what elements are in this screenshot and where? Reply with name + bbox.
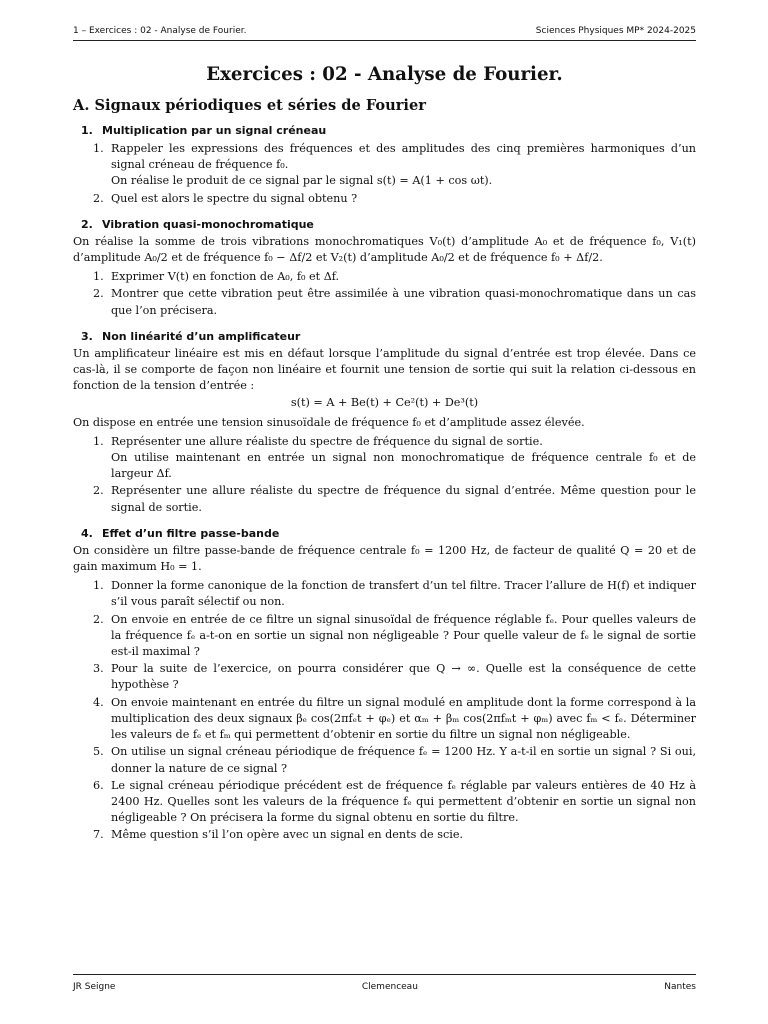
exercise-3	[73, 329, 696, 516]
exercise-3-title: Non linéarité d’un amplificateur	[102, 329, 301, 343]
header-left: 1 – Exercices : 02 - Analyse de Fourier.	[73, 26, 247, 36]
list-item: 2. Représenter une allure réaliste du spectre de fréquence du signal d’entrée. Même question pour le signal de sortie.	[93, 484, 696, 514]
list-item: 4. On envoie maintenant en entrée du filtre un signal modulé en amplitude dont la forme correspond à la multiplication des deux signaux βₑ cos(2πfₑt + φₑ) et αₘ + βₘ cos(2πfₘt + φₘ) avec fₘ < fₑ. Déterminer les valeurs de fₑ et fₘ qui permettent d’obtenir en sortie du filtre un signal non négligeable.	[93, 695, 696, 742]
page-header	[73, 26, 696, 36]
exercise-2-title: Vibration quasi-monochromatique	[102, 217, 314, 231]
page-title: Exercices : 02 - Analyse de Fourier.	[206, 64, 563, 85]
exercise-1-q1: Rappeler les expressions des fréquences et des amplitudes des cinq premières harmoniques d’un signal créneau de fréquence f₀.	[111, 142, 696, 172]
exercise-4-q5: On utilise un signal créneau périodique de fréquence fₑ = 1200 Hz. Y a-t-il en sortie un signal ? Si oui, donner la nature de ce signal ?	[111, 745, 696, 775]
exercise-1-heading	[81, 123, 696, 138]
exercise-4-q1: Donner la forme canonique de la fonction de transfert d’un tel filtre. Tracer l’allure de H(f) et indiquer s’il vous paraît sélectif ou non.	[111, 579, 696, 609]
header-rule	[73, 40, 696, 41]
exercise-2-intro: On réalise la somme de trois vibrations monochromatiques V₀(t) d’amplitude A₀ et de fréquence f₀, V₁(t) d’amplitude A₀/2 et de fréquence f₀ − Δf/2 et V₂(t) d’amplitude A₀/2 et de fréquence f₀ + Δf/2.	[73, 234, 696, 265]
exercise-4-questions	[73, 578, 696, 843]
exercise-2-q1: Exprimer V(t) en fonction de A₀, f₀ et Δf.	[111, 270, 340, 284]
list-item: 5. On utilise un signal créneau périodique de fréquence fₑ = 1200 Hz. Y a-t-il en sortie un signal ? Si oui, donner la nature de ce signal ?	[93, 745, 696, 775]
exercise-4-heading	[81, 526, 696, 541]
exercise-1-questions	[73, 141, 696, 207]
exercise-3-q2: Représenter une allure réaliste du spectre de fréquence du signal d’entrée. Même question pour le signal de sortie.	[111, 484, 696, 514]
exercise-1-title: Multiplication par un signal créneau	[102, 124, 327, 137]
exercise-1-q1b: On réalise le produit de ce signal par le signal s(t) = A(1 + cos ωt).	[111, 174, 493, 188]
exercise-3-q1b: On utilise maintenant en entrée un signal non monochromatique de fréquence centrale f₀ et de largeur Δf.	[111, 451, 696, 481]
list-item: 1. Exprimer V(t) en fonction de A₀, f₀ et Δf.	[93, 270, 340, 284]
list-item: 2. On envoie en entrée de ce filtre un signal sinusoïdal de fréquence réglable fₑ. Pour quelles valeurs de la fréquence fₑ a-t-on en sortie un signal non négligeable ? Pour quelle valeur de fₑ le signal de sortie est-il maximal ?	[93, 612, 696, 659]
section-a-title: A. Signaux périodiques et séries de Fourier	[73, 97, 426, 114]
exercise-2-heading	[81, 217, 696, 232]
list-item: 3. Pour la suite de l’exercice, on pourra considérer que Q → ∞. Quelle est la conséquence de cette hypothèse ?	[93, 662, 696, 692]
exercise-1-number: 1.	[81, 124, 93, 137]
list-item: 1. Donner la forme canonique de la fonction de transfert d’un tel filtre. Tracer l’allure de H(f) et indiquer s’il vous paraît sélectif ou non.	[93, 579, 696, 609]
header-right: Sciences Physiques MP* 2024-2025	[535, 26, 696, 36]
exercise-4-q6: Le signal créneau périodique précédent est de fréquence fₑ réglable par valeurs entières de 40 Hz à 2400 Hz. Quelles sont les valeurs de la fréquence fₑ qui permettent d’obtenir en sortie un signal non négligeable ? On précisera la forme du signal obtenu en sortie du filtre.	[111, 778, 696, 825]
footer-left: JR Seigne	[73, 982, 116, 992]
footer-center: Clemenceau	[361, 982, 418, 992]
list-item: 6. Le signal créneau périodique précédent est de fréquence fₑ réglable par valeurs entières de 40 Hz à 2400 Hz. Quelles sont les valeurs de la fréquence fₑ qui permettent d’obtenir en sortie un signal non négligeable ? On précisera la forme du signal obtenu en sortie du filtre.	[93, 778, 696, 825]
exercise-1-q2: Quel est alors le spectre du signal obtenu ?	[111, 191, 358, 205]
exercise-3-formula: s(t) = A + Be(t) + Ce²(t) + De³(t)	[290, 396, 479, 410]
exercise-4-q2: On envoie en entrée de ce filtre un signal sinusoïdal de fréquence réglable fₑ. Pour quelles valeurs de la fréquence fₑ a-t-on en sortie un signal non négligeable ? Pour quelle valeur de fₑ le signal de sortie est-il maximal ?	[111, 612, 696, 659]
exercise-4-title: Effet d’un filtre passe-bande	[102, 526, 280, 540]
footer-rule	[73, 974, 696, 975]
page-footer	[73, 982, 696, 992]
page-content	[73, 64, 696, 854]
exercise-3-heading	[81, 329, 696, 344]
list-item: 1. Rappeler les expressions des fréquences et des amplitudes des cinq premières harmoniques d’un signal créneau de fréquence f₀. On réalise le produit de ce signal par le signal s(t) = A(1 + cos ωt).	[93, 142, 696, 188]
exercise-4-number: 4.	[81, 526, 93, 540]
exercise-4-q7: Même question s’il l’on opère avec un signal en dents de scie.	[111, 828, 463, 842]
exercise-2-q2: Montrer que cette vibration peut être assimilée à une vibration quasi-monochromatique dans un cas que l’on précisera.	[111, 287, 696, 317]
list-item: 2. Montrer que cette vibration peut être assimilée à une vibration quasi-monochromatique dans un cas que l’on précisera.	[93, 287, 696, 317]
exercise-2-questions	[73, 269, 696, 319]
exercise-3-after: On dispose en entrée une tension sinusoïdale de fréquence f₀ et d’amplitude assez élevée.	[73, 415, 585, 429]
list-item: 1. Représenter une allure réaliste du spectre de fréquence du signal de sortie. On utilise maintenant en entrée un signal non monochromatique de fréquence centrale f₀ et de largeur Δf.	[93, 434, 696, 481]
exercise-1	[73, 123, 696, 207]
exercise-4-q4: On envoie maintenant en entrée du filtre un signal modulé en amplitude dont la forme correspond à la multiplication des deux signaux βₑ cos(2πfₑt + φₑ) et αₘ + βₘ cos(2πfₘt + φₘ) avec fₘ < fₑ. Déterminer les valeurs de fₑ et fₘ qui permettent d’obtenir en sortie du filtre un signal non négligeable.	[111, 695, 696, 742]
list-item: 7. Même question s’il l’on opère avec un signal en dents de scie.	[93, 828, 463, 842]
list-item: 2. Quel est alors le spectre du signal obtenu ?	[93, 191, 358, 205]
exercise-3-q1: Représenter une allure réaliste du spectre de fréquence du signal de sortie.	[111, 434, 543, 448]
exercise-3-number: 3.	[81, 329, 93, 343]
exercise-2	[73, 217, 696, 319]
exercise-4-q3: Pour la suite de l’exercice, on pourra considérer que Q → ∞. Quelle est la conséquence de cette hypothèse ?	[111, 662, 696, 692]
exercise-3-intro: Un amplificateur linéaire est mis en défaut lorsque l’amplitude du signal d’entrée est trop élevée. Dans ce cas-là, il se comporte de façon non linéaire et fournit une tension de sortie qui suit la relation ci-dessous en fonction de la tension d’entrée :	[73, 346, 696, 393]
exercise-4	[73, 526, 696, 844]
exercise-2-number: 2.	[81, 217, 93, 231]
exercise-3-questions	[73, 434, 696, 516]
exercise-4-intro: On considère un filtre passe-bande de fréquence centrale f₀ = 1200 Hz, de facteur de qualité Q = 20 et de gain maximum H₀ = 1.	[73, 543, 696, 574]
footer-right: Nantes	[664, 982, 696, 992]
